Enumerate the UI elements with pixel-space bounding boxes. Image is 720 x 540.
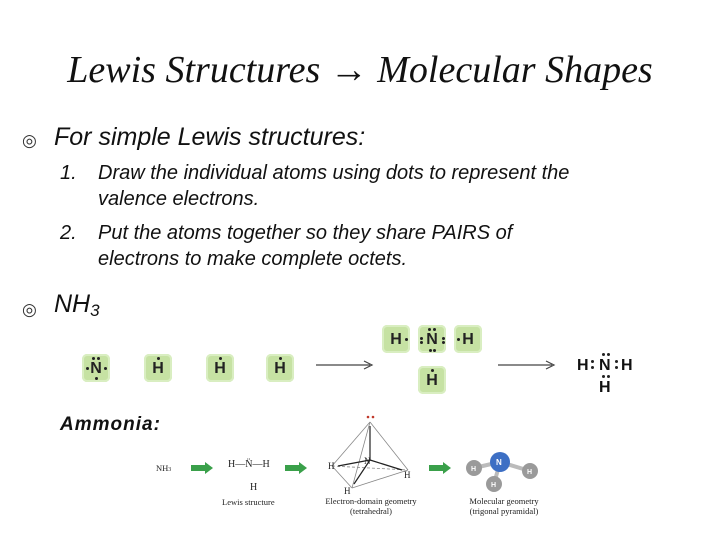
tile-hydrogen-bottom: H: [418, 366, 446, 394]
step-text-cont: valence electrons.: [98, 188, 260, 210]
arrow-icon: [498, 358, 558, 372]
tile-hydrogen-left: H: [382, 325, 410, 353]
svg-text:H: H: [491, 482, 497, 489]
final-lewis-structure: H N H H: [576, 352, 640, 396]
bullet-icon: ◎: [22, 131, 37, 150]
step-2: [60, 220, 700, 272]
slide-title: Lewis Structures → Molecular Shapes: [67, 49, 653, 91]
tetrahedral-geometry-diagram: [318, 412, 418, 498]
tile-nitrogen-center: N: [418, 325, 446, 353]
tile-hydrogen-right: H: [454, 325, 482, 353]
bullet-text-lewis: For simple Lewis structures:: [54, 123, 366, 151]
step-text: Draw the individual atoms using dots to represent the: [98, 162, 570, 184]
tile-nitrogen: N: [82, 354, 110, 382]
tile-hydrogen: H: [206, 354, 234, 382]
svg-text:N: N: [496, 458, 502, 467]
step-1: [60, 160, 700, 212]
fig-caption-mg: Molecular geometry (trigonal pyramidal): [469, 496, 539, 516]
step-number: 2.: [60, 222, 77, 244]
formula-nh3: $NH_3$: [54, 290, 100, 320]
tile-hydrogen: H: [266, 354, 294, 382]
green-arrow-icon: [284, 461, 308, 475]
bullet-icon: ◎: [22, 300, 37, 319]
svg-text:H: H: [527, 469, 533, 476]
fig-caption-edg: Electron-domain geometry (tetrahedral): [325, 496, 417, 516]
step-number: 1.: [60, 162, 77, 184]
step-text: Put the atoms together so they share PAIRS of: [98, 222, 513, 244]
tile-hydrogen: H: [144, 354, 172, 382]
step-text-cont: electrons to make complete octets.: [98, 248, 408, 270]
svg-text:H: H: [404, 470, 411, 480]
svg-text:H: H: [328, 461, 335, 471]
fig-caption-lewis: Lewis structure: [222, 497, 275, 507]
fig-lewis-bottom: H: [250, 482, 258, 493]
svg-text:H: H: [471, 466, 477, 473]
svg-text:H: H: [344, 486, 351, 496]
fig-lewis-row: H—N̈—H: [228, 459, 270, 470]
green-arrow-icon: [190, 461, 214, 475]
trigonal-pyramidal-model: [462, 448, 542, 494]
fig-formula: NH3: [156, 463, 172, 473]
steps-list: [60, 160, 700, 272]
green-arrow-icon: [428, 461, 452, 475]
ammonia-label: Ammonia:: [60, 414, 161, 435]
svg-text:N: N: [364, 456, 371, 466]
arrow-icon: [316, 358, 376, 372]
